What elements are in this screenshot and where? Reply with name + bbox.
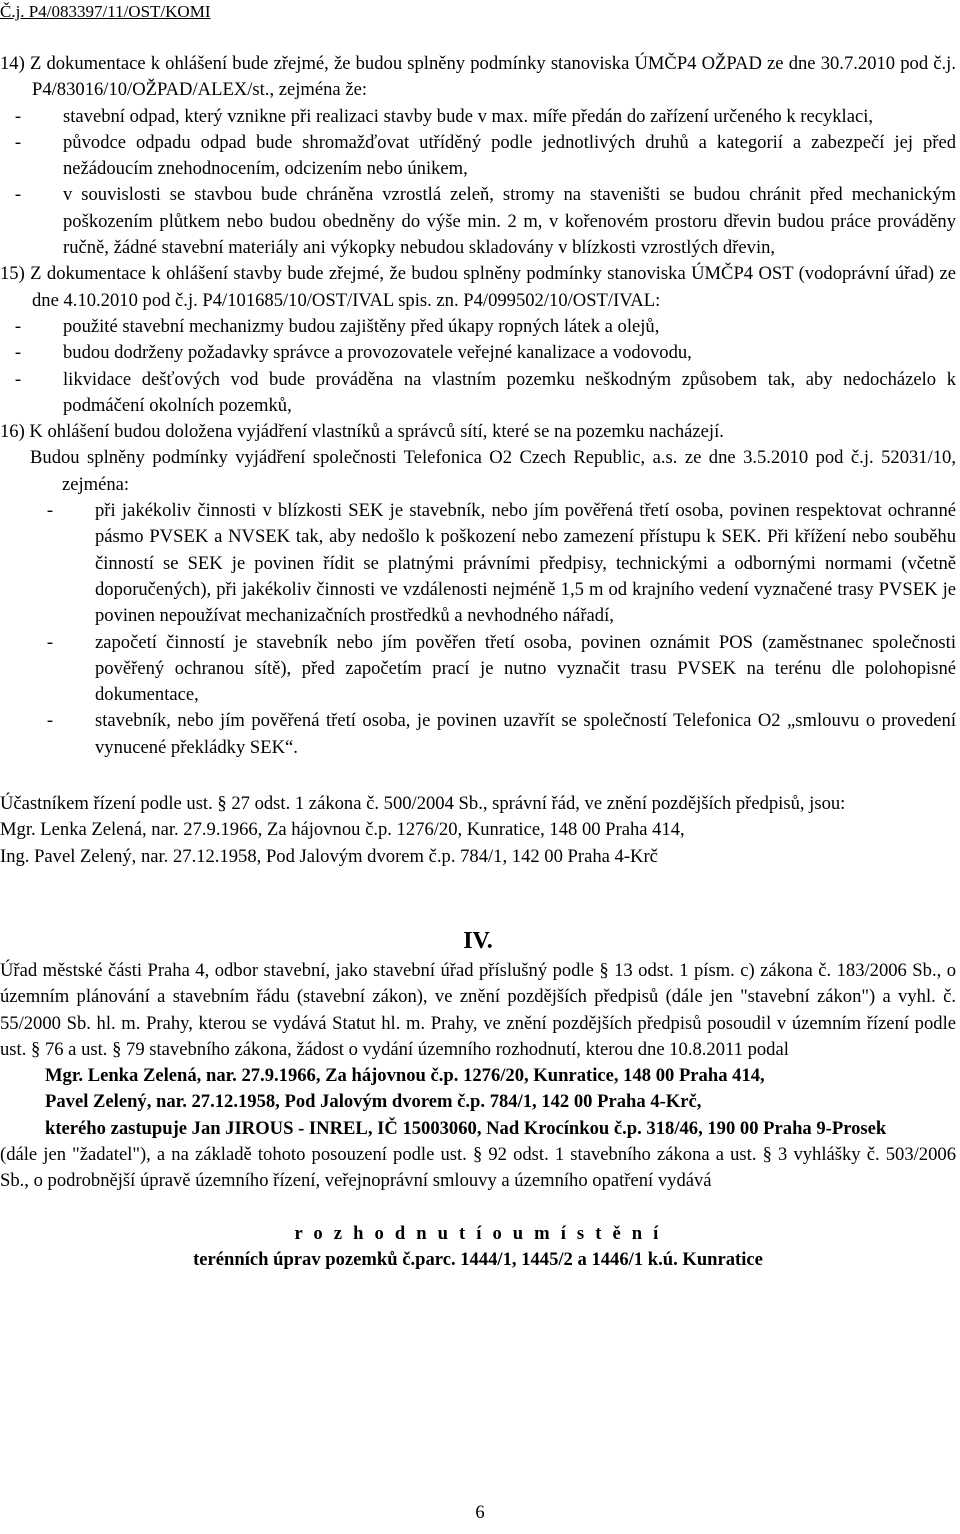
list-item-text: započetí činností je stavebník nebo jím pověřen třetí osoba, povinen oznámit POS (zaměstnanec společnosti pověřený ochranou sítě), před započetím prací je nutno vyznačit trasu PVSEK na terénu dle polohopisné dokumentace, xyxy=(95,631,956,706)
list-item xyxy=(0,314,956,340)
item-14-list xyxy=(0,104,956,262)
applicant-representative: kterého zastupuje Jan JIROUS - INREL, IČ 15003060, Nad Krocínkou č.p. 318/46, 190 00 Praha 9-Prosek xyxy=(45,1117,887,1139)
list-item xyxy=(0,130,956,183)
section-iv-closing: (dále jen "žadatel"), a na základě tohoto posouzení podle ust. § 92 odst. 1 stavebního zákona a ust. § 3 vyhlášky č. 503/2006 Sb., o podrobnější úpravě územního řízení, veřejnoprávní smlouvy a územního opatření vydává xyxy=(0,1143,956,1192)
item-16-intro: Budou splněny podmínky vyjádření společnosti Telefonica O2 Czech Republic, a.s. ze dne 3.5.2010 pod č.j. 52031/10, zejména: xyxy=(30,447,956,495)
applicant-2: Pavel Zelený, nar. 27.12.1958, Pod Jalovým dvorem č.p. 784/1, 142 00 Praha 4-Krč, xyxy=(45,1091,702,1113)
dash-bullet: - xyxy=(14,184,22,206)
list-item-text: v souvislosti se stavbou bude chráněna vzrostlá zeleň, stromy na staveništi se budou chránit před mechanickým poškozením plůtkem nebo budou obedněny do výše min. 2 m, v kořenovém prostoru dřevin budou práce prováděny ručně, žádné stavební materiály ani výkopky nebudou skladovány v blízkosti vzrostlých dřevin, xyxy=(63,184,956,259)
document-reference: Č.j. P4/083397/11/OST/KOMI xyxy=(0,2,211,21)
list-item xyxy=(0,104,956,130)
item-15-list xyxy=(0,314,956,419)
item-14-text: 14) Z dokumentace k ohlášení bude zřejmé, že budou splněny podmínky stanoviska ÚMČP4 OŽPAD ze dne 30.7.2010 pod č.j. P4/83016/10/OŽPAD/ALEX/st., zejména že: xyxy=(0,53,956,101)
item-15-text: 15) Z dokumentace k ohlášení stavby bude zřejmé, že budou splněny podmínky stanoviska ÚMČP4 OST (vodoprávní úřad) ze dne 4.10.2010 pod č.j. P4/101685/10/OST/IVAL spis. zn. P4/099502/10/OST/IVAL: xyxy=(0,263,956,311)
list-item xyxy=(0,708,956,761)
document-body xyxy=(0,51,956,1273)
list-item xyxy=(0,367,956,420)
list-item xyxy=(0,340,956,366)
dash-bullet: - xyxy=(14,315,22,337)
list-item-text: při jakékoliv činnosti v blízkosti SEK je stavebník, nebo jím pověřená třetí osoba, povinen respektovat ochranné pásmo PVSEK a NVSEK tak, aby nedošlo k poškození nebo zamezení přístupu k SEK. Při křížení nebo souběhu činností se SEK je povinen řídit se platnými právními předpisy, technickými a odbornými normami (včetně doporučených), při jakékoliv činnosti ve vzdálenosti nejméně 1,5 m od krajního vedení vyznačené trasy PVSEK je povinen nepoužívat mechanizačních prostředků a nevhodného nářadí, xyxy=(95,500,956,627)
spacer xyxy=(0,1195,956,1221)
list-item xyxy=(0,630,956,709)
list-item-text: stavební odpad, který vznikne při realizaci stavby bude v max. míře předán do zařízení určeného k recyklaci, xyxy=(63,105,874,127)
participant-1: Mgr. Lenka Zelená, nar. 27.9.1966, Za hájovnou č.p. 1276/20, Kunratice, 148 00 Praha 414, xyxy=(0,819,685,841)
applicants-block xyxy=(0,1063,956,1142)
item-16-text: 16) K ohlášení budou doložena vyjádření vlastníků a správců sítí, které se na pozemku nacházejí. xyxy=(0,421,724,443)
dash-bullet: - xyxy=(46,710,54,732)
dash-bullet: - xyxy=(14,131,22,153)
decision-subject: terénních úprav pozemků č.parc. 1444/1, 1445/2 a 1446/1 k.ú. Kunratice xyxy=(193,1248,763,1270)
spacer xyxy=(0,761,956,791)
dash-bullet: - xyxy=(14,368,22,390)
section-heading: IV. xyxy=(463,927,493,954)
list-item-text: budou dodrženy požadavky správce a provozovatele veřejné kanalizace a vodovodu, xyxy=(63,342,692,364)
list-item-text: stavebník, nebo jím pověřená třetí osoba, je povinen uzavřít se společností Telefonica O2 „smlouvu o provedení vynucené překládky SEK“. xyxy=(95,710,956,758)
dash-bullet: - xyxy=(14,342,22,364)
dash-bullet: - xyxy=(46,631,54,653)
page-number: 6 xyxy=(475,1502,485,1523)
section-iv-paragraph: Úřad městské části Praha 4, odbor stavební, jako stavební úřad příslušný podle § 13 odst. 1 písm. c) zákona č. 183/2006 Sb., o územním plánování a stavebním řádu (stavební zákon), ve znění pozdějších předpisů (dále jen "stavební zákon") a vyhl. č. 55/2000 Sb. hl. m. Prahy, kterou se vydává Statut hl. m. Prahy, ve znění pozdějších předpisů posoudil v územním řízení podle ust. § 76 a ust. § 79 stavebního zákona, žádost o vydání územního rozhodnutí, kterou dne 10.8.2011 podal xyxy=(0,959,956,1060)
participant-2: Ing. Pavel Zelený, nar. 27.12.1958, Pod Jalovým dvorem č.p. 784/1, 142 00 Praha 4-Krč xyxy=(0,845,658,867)
spacer xyxy=(0,870,956,924)
list-item xyxy=(0,498,956,629)
dash-bullet: - xyxy=(46,500,54,522)
list-item-text: použité stavební mechanizmy budou zajištěny před úkapy ropných látek a olejů, xyxy=(63,315,660,337)
applicant-1: Mgr. Lenka Zelená, nar. 27.9.1966, Za hájovnou č.p. 1276/20, Kunratice, 148 00 Praha 414, xyxy=(45,1065,765,1087)
dash-bullet: - xyxy=(14,105,22,127)
participants-intro: Účastníkem řízení podle ust. § 27 odst. 1 zákona č. 500/2004 Sb., správní řád, ve znění pozdějších předpisů, jsou: xyxy=(0,793,846,815)
list-item-text: likvidace dešťových vod bude prováděna na vlastním pozemku neškodným způsobem tak, aby nedocházelo k podmáčení okolních pozemků, xyxy=(63,368,956,416)
item-16-list xyxy=(0,498,956,761)
list-item xyxy=(0,182,956,261)
decision-title: r o z h o d n u t í o u m í s t ě n í xyxy=(294,1222,662,1244)
list-item-text: původce odpadu odpad bude shromažďovat utříděný podle jednotlivých druhů a kategorií a zabezpečí jej před nežádoucím znehodnocením, odcizením nebo únikem, xyxy=(63,131,956,180)
